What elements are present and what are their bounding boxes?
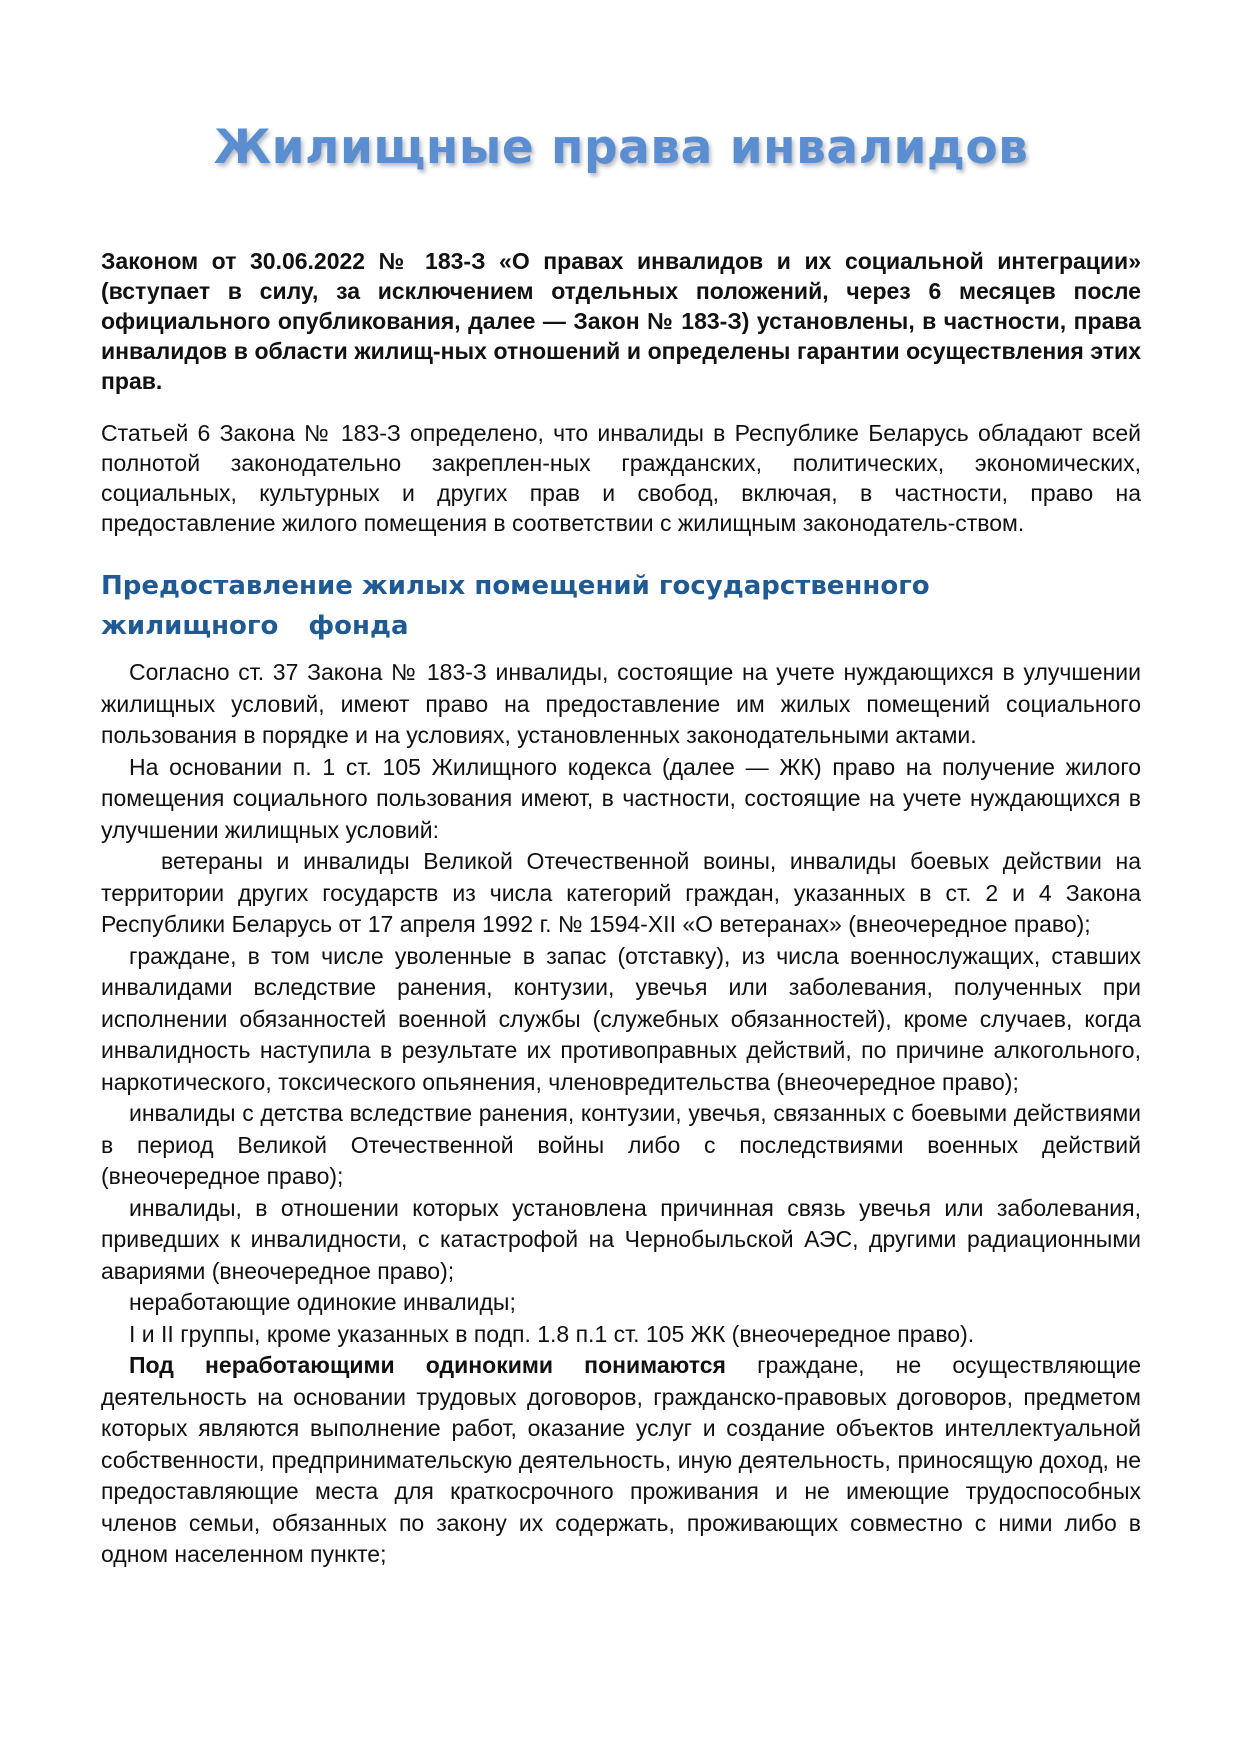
list-item-childhood-disabled: инвалиды с детства вследствие ранения, контузии, увечья, связанных с боевыми действиями в период Великой Отечественной войны либо с последствиями военных действий (внеочередное право); — [101, 1100, 1141, 1189]
definition-term: Под неработающими одинокими понимаются — [129, 1352, 726, 1378]
section-heading-line-2 — [101, 606, 1141, 646]
definition-paragraph — [101, 1350, 1141, 1571]
section-heading — [101, 566, 1141, 646]
list-item-single-unemployed: неработающие одинокие инвалиды; — [129, 1289, 516, 1315]
page-title: Жилищные права инвалидов — [213, 120, 1029, 175]
section-heading-word-2: фонда — [308, 611, 409, 641]
definition-text: граждане, не осуществляющие деятельность на основании трудовых договоров, гражданско-правовых договоров, предметом которых являются выполнение работ, оказание услуг и создание объектов интеллектуальной собственности, предпринимательскую деятельность, иную деятельность, приносящую доход, не предоставляющие места для краткосрочного проживания и не имеющие трудоспособных членов семьи, обязанных по закону их содержать, проживающих совместно с ними либо в одном населенном пункте; — [101, 1352, 1141, 1567]
list-item-servicemen: граждане, в том числе уволенные в запас (отставку), из числа военнослужащих, ставших инвалидами вследствие ранения, контузии, увечья или заболевания, полученных при исполнении обязанностей военной службы (служебных обязанностей), кроме случаев, когда инвалидность наступила в результате их противоправных действий, по причине алкогольного, наркотического, токсического опьянения, членовредительства (внеочередное право); — [101, 942, 1141, 1095]
list-item-chernobyl: инвалиды, в отношении которых установлена причинная связь увечья или заболевания, приведших к инвалидности, с катастрофой на Чернобыльской АЭС, другими радиационными авариями (внеочередное право); — [101, 1194, 1141, 1284]
list-item-groups: I и II группы, кроме указанных в подп. 1.8 п.1 ст. 105 ЖК (внеочередное право). — [129, 1320, 975, 1347]
section-heading-word-1: жилищного — [101, 611, 279, 641]
section-heading-line-1: Предоставление жилых помещений государственного — [101, 571, 930, 601]
list-item-war-veterans: ветераны и инвалиды Великой Отечественной воины, инвалиды боевых действии на территории других государств из числа категорий граждан, указанных в ст. 2 и 4 Закона Республики Беларусь от 17 апреля 1992 г. № 1594-XII «О ветеранах» (внеочередное право); — [101, 848, 1141, 937]
lead-paragraph: Законом от 30.06.2022 № 183-З «О правах инвалидов и их социальной интеграции» (вступает в силу, за исключением отдельных положений, через 6 месяцев после официального опубликования, далее — Закон № 183-З) установлены, в частности, права инвалидов в области жилищ-ных отношений и определены гарантии осуществления этих прав. — [101, 248, 1141, 394]
body-paragraph-article-105: На основании п. 1 ст. 105 Жилищного кодекса (далее — ЖК) право на получение жилого помещения социального пользования имеют, в частности, состоящие на учете нуждающихся в улучшении жилищных условий: — [101, 753, 1141, 843]
section-body — [101, 657, 1141, 1571]
intro-paragraph: Статьей 6 Закона № 183-З определено, что инвалиды в Республике Беларусь обладают всей полнотой законодательно закреплен-ных гражданских, политических, экономических, социальных, культурных и других прав и свобод, включая, в частности, право на предоставление жилого помещения в соответствии с жилищным законодатель-ством. — [101, 420, 1141, 536]
body-paragraph-article-37: Согласно ст. 37 Закона № 183-З инвалиды, состоящие на учете нуждающихся в улучшении жилищных условий, имеют право на предоставление им жилых помещений социального пользования в порядке и на условиях, установленных законодательными актами. — [101, 659, 1141, 748]
